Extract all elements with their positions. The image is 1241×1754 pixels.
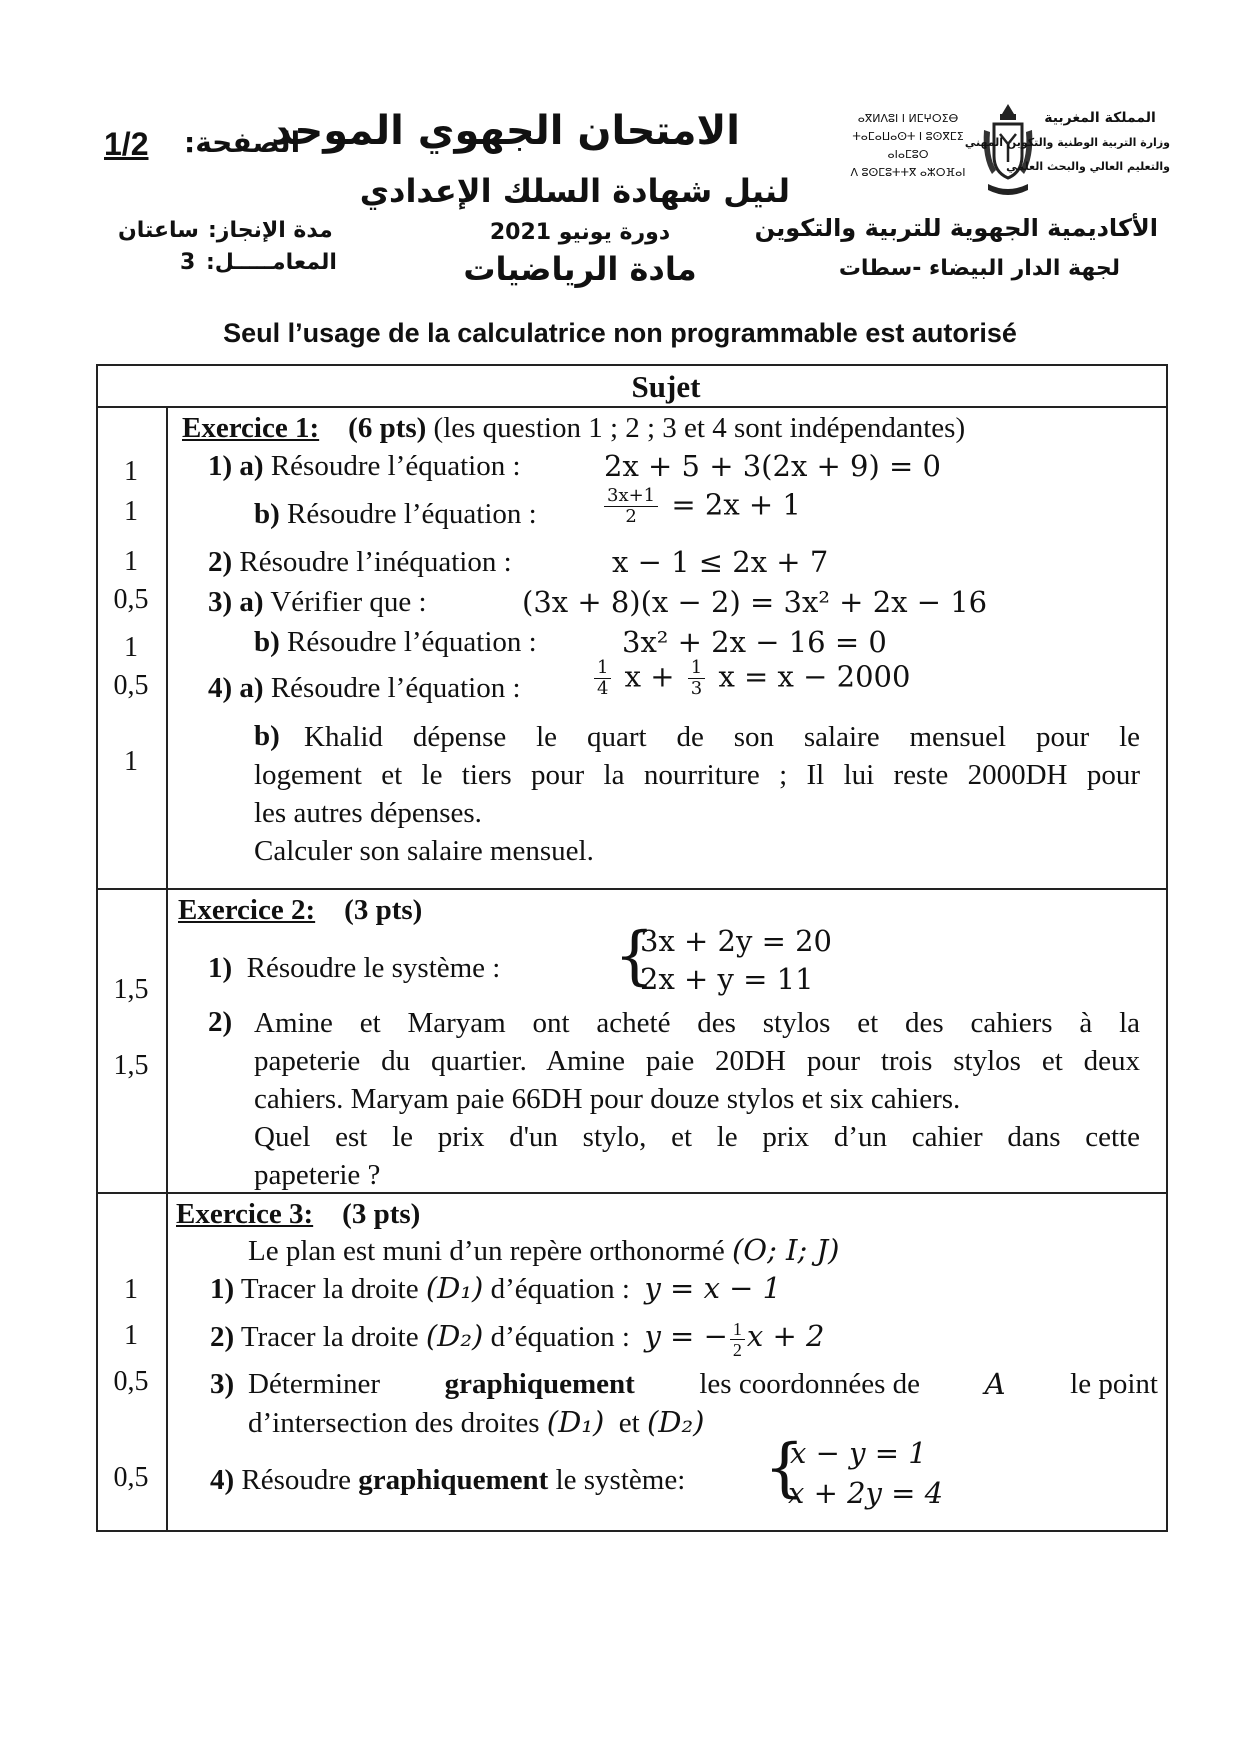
ex2-system: [614, 919, 854, 1002]
q-text: Déterminer: [248, 1368, 381, 1400]
ex2-q2-number: 2): [208, 1006, 233, 1038]
ministry-line-1: وزارة التربية الوطنية والتكوين المهني: [964, 136, 1170, 149]
coefficient: [180, 250, 337, 280]
q-number: 3): [208, 586, 233, 618]
q-text: Tracer la droite: [240, 1273, 419, 1305]
ex1-q1a-equation: 2x + 5 + 3(2x + 9) = 0: [604, 449, 941, 483]
ex1-points-total: (6 pts): [348, 412, 427, 444]
points-column-divider: [166, 406, 168, 1532]
left-brace: {: [614, 919, 655, 993]
ex2-q1: [208, 950, 500, 986]
ex2-q2-text: [254, 1004, 1140, 1194]
q-line: (D₁): [546, 1405, 605, 1439]
q-sub: b): [254, 626, 280, 658]
q-text: Vérifier que :: [270, 586, 427, 618]
q-equation-lhs: y = −: [644, 1319, 728, 1353]
ex1-q1b: [254, 496, 537, 532]
text-line: Amine et Maryam ont acheté des stylos et des cahiers à la: [254, 1007, 1140, 1039]
ex1-q2: [208, 544, 512, 580]
table-divider-ex2: [96, 888, 1168, 890]
points-ex1-q1b: 1: [124, 496, 138, 527]
intro-text: Le plan est muni d’un repère orthonormé: [248, 1235, 725, 1267]
q-sub: a): [239, 672, 264, 704]
tifinagh-block: [838, 110, 978, 190]
q-text: Tracer la droite: [240, 1321, 419, 1353]
ex1-q1b-equation: $\frac{3x+1}{2}$ = 2x + 1: [600, 486, 801, 527]
table-border-right: [1166, 364, 1168, 1532]
intro-math: (O; I; J): [731, 1233, 840, 1267]
page-label: الصفحة:: [184, 126, 301, 159]
ex1-heading: [182, 410, 965, 446]
ex1-q4b-label: b): [254, 720, 280, 752]
q-number: 4): [208, 672, 233, 704]
ex1-title: Exercice 1:: [182, 412, 320, 444]
points-ex3-q1: 1: [124, 1274, 138, 1305]
q-text: Résoudre l’équation :: [287, 626, 537, 658]
q-equation: y = x − 1: [644, 1271, 782, 1305]
subject: مادة الرياضيات: [463, 250, 697, 288]
tifinagh-line-3: ⴷ ⵓⵙⵎⵓⵜⵜⴳ ⴰⵣⵔⴼⴰⵏ: [850, 166, 966, 179]
q-number: 1): [210, 1273, 235, 1305]
exam-title: الامتحان الجهوي الموحد: [271, 108, 740, 154]
q-number: 2): [210, 1321, 235, 1353]
ex3-points-total: (3 pts): [342, 1198, 421, 1230]
calculator-notice: Seul l’usage de la calculatrice non programmable est autorisé: [223, 318, 1017, 348]
ex1-q3b-equation: 3x² + 2x − 16 = 0: [622, 625, 887, 659]
coef-value: 3: [180, 250, 196, 275]
points-ex2-q1: 1,5: [113, 974, 149, 1005]
kingdom: المملكة المغربية: [1044, 110, 1156, 126]
q-line: (D₂): [646, 1405, 705, 1439]
tifinagh-line-2: ⵜⴰⵎⴰⵡⴰⵙⵜ ⵏ ⵓⵙⴳⵎⵉ ⴰⵏⴰⵎⵓⵔ: [852, 130, 964, 161]
points-ex1-q3a: 0,5: [113, 584, 149, 615]
q-line: (D₂): [425, 1319, 484, 1353]
text-line: les autres dépenses.: [254, 797, 482, 829]
exam-subtitle: لنيل شهادة السلك الإعدادي: [359, 172, 790, 210]
table-border-left: [96, 364, 98, 1532]
duration-value: ساعتان: [118, 218, 199, 243]
points-ex3-q4: 0,5: [113, 1462, 149, 1493]
header: [0, 0, 1241, 348]
system-eq-1: 3x + 2y = 20: [640, 924, 833, 958]
q-text: les coordonnées de: [699, 1368, 921, 1400]
coef-label: المعامـــــل:: [206, 250, 337, 275]
ex1-q4b-text: [254, 718, 1140, 870]
ex1-q4a: [208, 670, 521, 706]
q-text: Résoudre le système :: [246, 952, 501, 984]
ex1-note: (les question 1 ; 2 ; 3 et 4 sont indépendantes): [433, 412, 966, 444]
ex2-points-total: (3 pts): [344, 894, 423, 926]
text-line: Calculer son salaire mensuel.: [254, 835, 594, 867]
table-header-divider: [96, 406, 1168, 408]
ex1-q3b: [254, 624, 537, 660]
q-text: et: [618, 1407, 640, 1439]
q-text: Résoudre: [241, 1464, 351, 1496]
ex1-q2-inequation: x − 1 ≤ 2x + 7: [612, 545, 829, 579]
left-brace: {: [764, 1431, 805, 1505]
system-eq-1: x − y = 1: [790, 1436, 927, 1470]
ex1-q4a-equation: $\frac{1}{4}$ x + $\frac{1}{3}$ x = x − 2000: [590, 658, 910, 699]
fraction: $\frac{3x+1}{2}$: [604, 486, 658, 527]
ex3-q2: [210, 1318, 824, 1360]
system-eq-2: x + 2y = 4: [788, 1476, 944, 1510]
text-line: papeterie du quartier. Amine paie 20DH pour trois stylos et deux: [254, 1045, 1140, 1077]
table-title: Sujet: [631, 369, 701, 404]
point-a: A: [984, 1367, 1006, 1401]
text-line: Khalid dépense le quart de son salaire mensuel pour le: [304, 721, 1140, 753]
q-text: le système:: [555, 1464, 686, 1496]
ex1-q1a: [208, 448, 521, 484]
q-text: le point: [1070, 1368, 1158, 1400]
points-ex1-q4b: 1: [124, 746, 138, 777]
ex3-title: Exercice 3:: [176, 1198, 314, 1230]
fraction: $\frac{1}{4}$: [594, 658, 611, 699]
points-ex1-q2: 1: [124, 546, 138, 577]
fraction: $\frac{1}{3}$: [688, 658, 705, 699]
text-line: Quel est le prix d'un stylo, et le prix d’un cahier dans cette: [254, 1121, 1140, 1153]
text-line: papeterie ?: [254, 1159, 381, 1191]
q-text: d’équation :: [490, 1273, 630, 1305]
q-text: d’intersection des droites: [248, 1407, 540, 1439]
q-text-bold: graphiquement: [358, 1464, 549, 1496]
ex3-q3-line1: [248, 1366, 1158, 1402]
q-text: Résoudre l’équation :: [270, 672, 521, 704]
page-number: [104, 126, 301, 166]
points-ex3-q3: 0,5: [113, 1366, 149, 1397]
fraction: $\frac{1}{2}$: [730, 1319, 745, 1360]
q-line: (D₁): [425, 1271, 484, 1305]
q-sub: a): [239, 586, 264, 618]
ex3-q1: [210, 1270, 781, 1307]
academy: الأكاديمية الجهوية للتربية والتكوين: [754, 214, 1158, 242]
points-ex1-q3b: 1: [124, 632, 138, 663]
duration-label: مدة الإنجاز:: [208, 218, 333, 243]
ex2-title: Exercice 2:: [178, 894, 316, 926]
q-number: 1): [208, 952, 233, 984]
points-ex3-q2: 1: [124, 1320, 138, 1351]
q-text-bold: graphiquement: [444, 1368, 635, 1400]
region: لجهة الدار البيضاء -سطات: [838, 256, 1120, 281]
ministry-line-2: والتعليم العالي والبحث العلمي: [1006, 160, 1170, 173]
text-line: cahiers. Maryam paie 66DH pour douze stylos et six cahiers.: [254, 1083, 961, 1115]
text-line: logement et le tiers pour la nourriture ; Il lui reste 2000DH pour: [254, 759, 1140, 791]
q-sub: a): [239, 450, 264, 482]
ex3-intro: [248, 1232, 839, 1269]
duration: [118, 218, 333, 248]
q-number: 4): [210, 1464, 235, 1496]
q-text: Résoudre l’inéquation :: [239, 546, 512, 578]
q-number: 1): [208, 450, 233, 482]
ex3-q3-line2: [248, 1404, 705, 1441]
table-border-bottom: [96, 1530, 1168, 1532]
q-equation-rhs: x + 2: [746, 1319, 825, 1353]
points-ex1-q4a: 0,5: [113, 670, 149, 701]
q-text: d’équation :: [490, 1321, 630, 1353]
ex3-q4: [210, 1462, 685, 1498]
points-ex2-q2: 1,5: [113, 1050, 149, 1081]
session: دورة يونيو 2021: [489, 220, 671, 245]
points-ex1-q1a: 1: [124, 456, 138, 487]
q-text: Résoudre l’équation :: [287, 498, 537, 530]
ex1-q3a-identity: (3x + 8)(x − 2) = 3x² + 2x − 16: [522, 585, 988, 619]
ex1-q3a: [208, 584, 427, 620]
q-text: Résoudre l’équation :: [270, 450, 521, 482]
system-eq-2: 2x + y = 11: [640, 962, 814, 996]
page-value: 1/2: [104, 126, 149, 162]
ex3-q3-number: 3): [210, 1368, 235, 1400]
q-number: 2): [208, 546, 233, 578]
table-border-top: [96, 364, 1168, 366]
q-sub: b): [254, 498, 280, 530]
ex2-heading: [178, 892, 422, 928]
tifinagh-line-1: ⴰⴳⵍⴷⵓⵏ ⵏ ⵍⵎⵖⵔⵉⴱ: [857, 112, 959, 125]
ex3-system: [764, 1432, 964, 1516]
ex3-heading: [176, 1196, 420, 1232]
coat-of-arms-icon: [980, 100, 1036, 200]
